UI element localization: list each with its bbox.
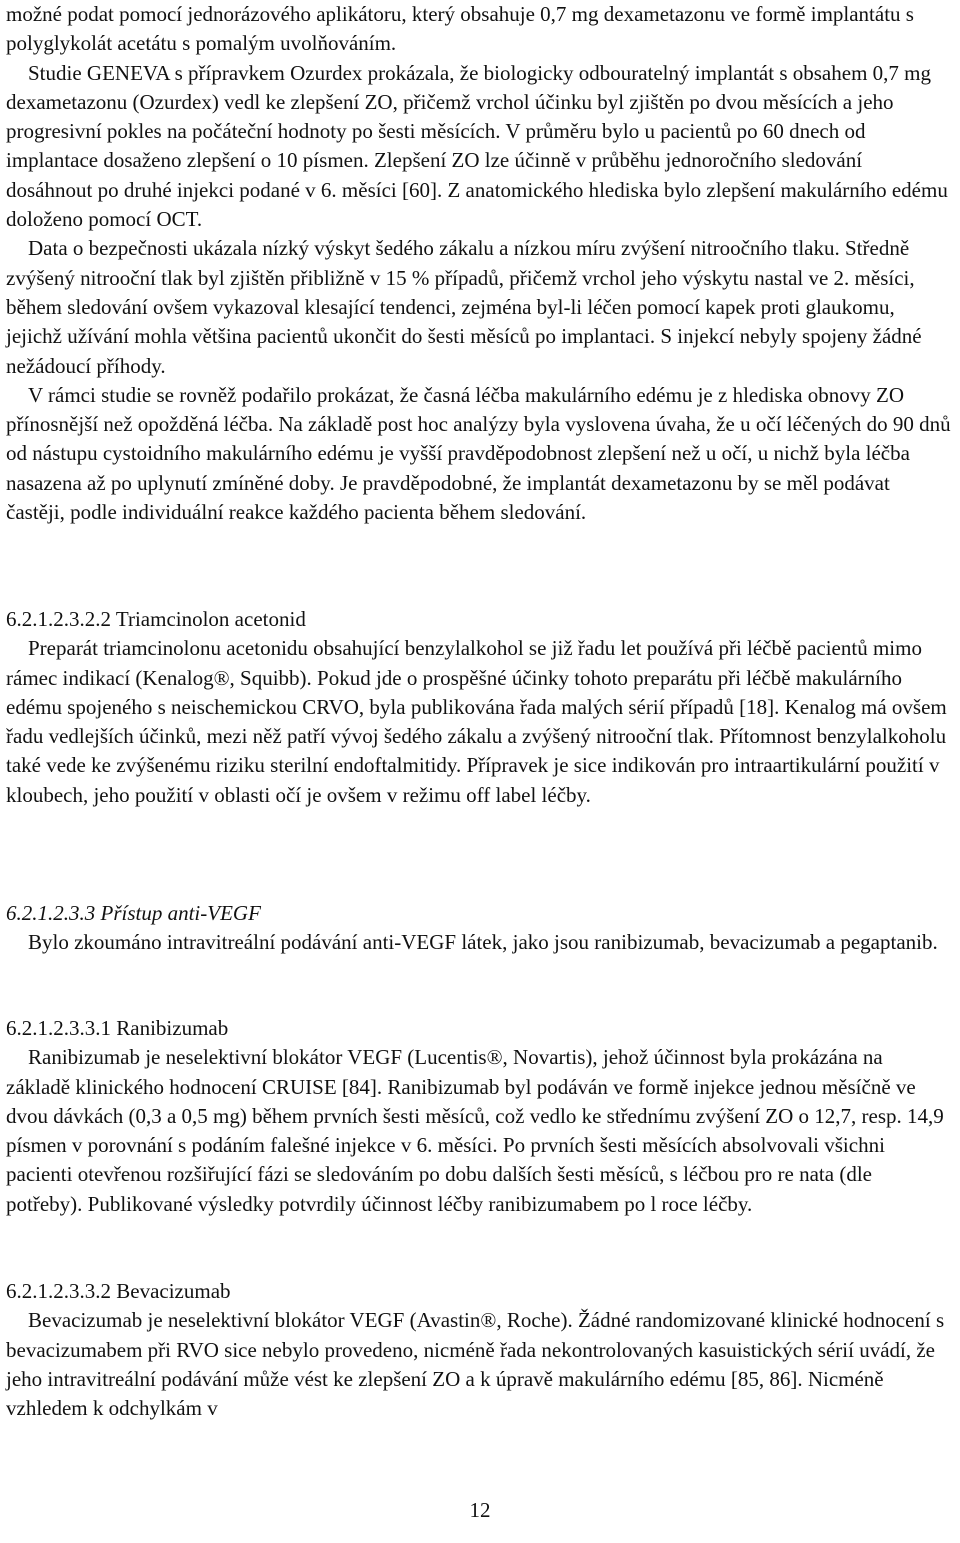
paragraph-geneva-study: Studie GENEVA s přípravkem Ozurdex prokázala, že biologicky odbouratelný implantát s obsahem 0,7 mg dexametazonu (Ozurdex) vedl ke zlepšení ZO, přičemž vrchol účinku byl zjištěn po dvou měsících a jeho progresivní pokles na počáteční hodnoty po šesti měsících. V průměru bylo u pacientů po 60 dnech od implantace dosaženo zlepšení o 10 písmen. Zlepšení ZO lze účinně v průběhu jednoročního sledování dosáhnout po druhé injekci podané v 6. měsíci [60]. Z anatomického hlediska bylo zlepšení makulárního edému doloženo pomocí OCT. bbox=[6, 60, 948, 232]
heading-ranibizumab: 6.2.1.2.3.3.1 Ranibizumab bbox=[6, 1016, 229, 1040]
paragraph-triamcinolon: Preparát triamcinolonu acetonidu obsahující benzylalkohol se již řadu let používá při léčbě pacientů mimo rámec indikací (Kenalog®, Squibb). Pokud jde o prospěšné účinky tohoto preparátu při léčbě makulárního edému spojeného s neischemickou CRVO, byla publikována řada malých sérií případů [18]. Kenalog má ovšem řadu vedlejších účinků, mezi něž patří vývoj šedého zákalu a zvýšený nitrooční tlak. Přítomnost benzylalkoholu také vede ke zvýšenému riziku sterilní endoftalmitidy. Přípravek je sice indikován pro intraartikulární použití v kloubech, jeho použití v oblasti očí je ovšem v režimu off label léčby. bbox=[6, 636, 947, 807]
section-anti-vegf bbox=[6, 899, 952, 958]
section-ranibizumab bbox=[6, 1014, 952, 1219]
paragraph-anti-vegf: Bylo zkoumáno intravitreální podávání anti-VEGF látek, jako jsou ranibizumab, bevacizumab a pegaptanib. bbox=[28, 930, 938, 955]
section-triamcinolon bbox=[6, 605, 952, 810]
paragraph-ranibizumab: Ranibizumab je neselektivní blokátor VEGF (Lucentis®, Novartis), jehož účinnost byla prokázána na základě klinického hodnocení CRUISE [84]. Ranibizumab byl podáván ve formě injekce jednou měsíčně ve dvou dávkách (0,3 a 0,5 mg) během prvních šesti měsíců, což vedlo ke střednímu zvýšení ZO o 12,7, resp. 14,9 písmen v porovnání s podáním falešné injekce v 6. měsíci. Po prvních šesti měsících absolvovali všichni pacienti otevřenou rozšiřující fázi se sledováním po dobu dalších šesti měsíců, s léčbou pro re nata (dle potřeby). Publikované výsledky potvrdily účinnost léčby ranibizumabem po l roce léčby. bbox=[6, 1045, 944, 1216]
paragraph-bevacizumab: Bevacizumab je neselektivní blokátor VEGF (Avastin®, Roche). Žádné randomizované klinické hodnocení s bevacizumabem při RVO sice nebylo provedeno, nicméně řada nekontrolovaných kasuistických sérií uvádí, že jeho intravitreální podávání může vést ke zlepšení ZO a k úpravě makulárního edému [85, 86]. Nicméně vzhledem k odchylkám v bbox=[6, 1308, 945, 1421]
heading-anti-vegf: 6.2.1.2.3.3 Přístup anti-VEGF bbox=[6, 901, 261, 925]
section-bevacizumab bbox=[6, 1277, 952, 1423]
page-number: 12 bbox=[469, 1498, 491, 1522]
paragraph-early-treatment: V rámci studie se rovněž podařilo prokázat, že časná léčba makulárního edému je z hlediska obnovy ZO přínosnější než opožděná léčba. Na základě post hoc analýzy byla vyslovena úvaha, že u očí léčených do 90 dnů od nástupu cystoidního makulárního edému je vyšší pravděpodobnost zlepšení než u očí, u nichž byla léčba nasazena až po uplynutí zmíněné doby. Je pravděpodobné, že implantát dexametazonu by se měl podávat častěji, podle individuální reakce každého pacienta během sledování. bbox=[6, 382, 951, 525]
heading-triamcinolon: 6.2.1.2.3.2.2 Triamcinolon acetonid bbox=[6, 607, 306, 631]
heading-bevacizumab: 6.2.1.2.3.3.2 Bevacizumab bbox=[6, 1279, 231, 1303]
paragraph-dexametazon-applicator: možné podat pomocí jednorázového aplikátoru, který obsahuje 0,7 mg dexametazonu ve formě implantátu s polyglykolát acetátu s pomalým uvolňováním. bbox=[6, 2, 914, 56]
paragraph-safety-data: Data o bezpečnosti ukázala nízký výskyt šedého zákalu a nízkou míru zvýšení nitroočního tlaku. Středně zvýšený nitrooční tlak byl zjištěn přibližně v 15 % případů, přičemž vrchol jeho výskytu nastal ve 2. měsíci, během sledování ovšem vykazoval klesající tendenci, zejména byl-li léčen pomocí kapek proti glaukomu, jejichž užívání mohla většina pacientů ukončit do šesti měsíců po implantaci. S injekcí nebyly spojeny žádné nežádoucí příhody. bbox=[6, 236, 922, 378]
intro-block bbox=[6, 0, 952, 527]
